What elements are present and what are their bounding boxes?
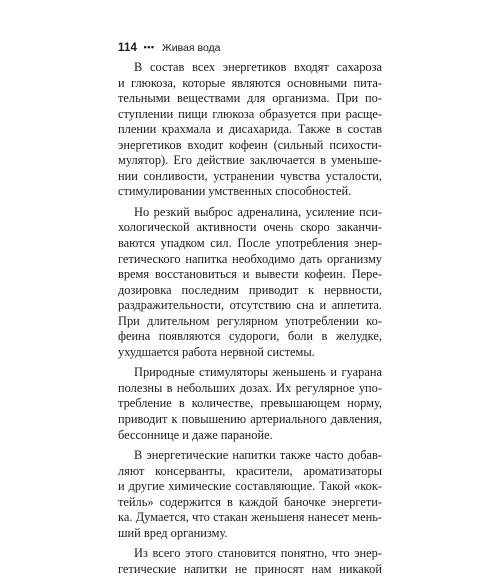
text-line: ший вред организму. xyxy=(118,525,228,540)
text-line: тейль» содержится в каждой баночке энергети- xyxy=(118,494,382,509)
text-line: требление в количестве, превышающем норму, xyxy=(118,396,382,411)
text-line: и другие химические составляющие. Такой «кок- xyxy=(118,479,382,494)
text-line: стимулировании умственных способностей. xyxy=(118,184,352,199)
text-line: ухудшается работа нервной системы. xyxy=(118,344,315,359)
text-line: ваются упадком сил. После употребления энер- xyxy=(118,236,382,251)
text-line: гетического напитка необходимо дать организму xyxy=(118,251,382,266)
text-line: раздражительности, отсутствию сна и аппетита. xyxy=(118,298,382,313)
paragraph xyxy=(118,448,382,541)
text-line: и глюкоза, которые являются основными пита- xyxy=(118,75,382,90)
section-title: Живая вода xyxy=(162,42,221,54)
page-number: 114 xyxy=(118,42,138,54)
text-line: В энергетические напитки также часто добав- xyxy=(134,448,382,463)
text-line: Природные стимуляторы женьшень и гуарана xyxy=(134,365,382,380)
text-line: дозировка последним приводит к нервности, xyxy=(118,282,382,297)
paragraph xyxy=(118,205,382,360)
text-line: При длительном регулярном употреблении ко- xyxy=(118,313,382,328)
text-line: феина появляются судороги, боли в желудке, xyxy=(118,329,382,344)
header-separator: ••• xyxy=(143,42,155,52)
text-line: энергетиков входит кофеин (сильный психости- xyxy=(118,137,382,152)
text-line: нии сонливости, устранении чувства усталости, xyxy=(118,168,382,183)
text-line: плении крахмала и дисахарида. Также в состав xyxy=(118,122,382,137)
paragraph xyxy=(118,365,382,443)
text-line: ступлении пищи глюкоза образуется при расще- xyxy=(118,106,382,121)
text-line: гетические напитки не приносят нам никакой xyxy=(118,561,382,576)
paragraph xyxy=(118,60,382,200)
text-line: ляют консерванты, красители, ароматизаторы xyxy=(118,463,382,478)
text-line: мулятор). Его действие заключается в уменьше- xyxy=(118,153,382,168)
text-line: полезны в небольших дозах. Их регулярное упо- xyxy=(118,380,382,395)
paragraph xyxy=(118,546,382,577)
text-line: хологической активности очень скоро заканчи- xyxy=(118,220,382,235)
text-line: Из всего этого становится понятно, что энер- xyxy=(134,546,382,561)
text-line: время восстановиться и вывести кофеин. Пере- xyxy=(118,267,382,282)
text-line: ка. Думается, что стакан женьшеня нанесет мень- xyxy=(118,510,382,525)
text-line: Но резкий выброс адреналина, усиление пси- xyxy=(134,204,382,219)
text-line: тельными веществами для организма. При по- xyxy=(118,91,382,106)
running-header xyxy=(118,38,221,56)
text-line: В состав всех энергетиков входят сахароза xyxy=(134,60,382,74)
text-line: приводит к повышению артериального давления, xyxy=(118,412,382,427)
text-line: бессоннице и даже паранойе. xyxy=(118,427,273,442)
